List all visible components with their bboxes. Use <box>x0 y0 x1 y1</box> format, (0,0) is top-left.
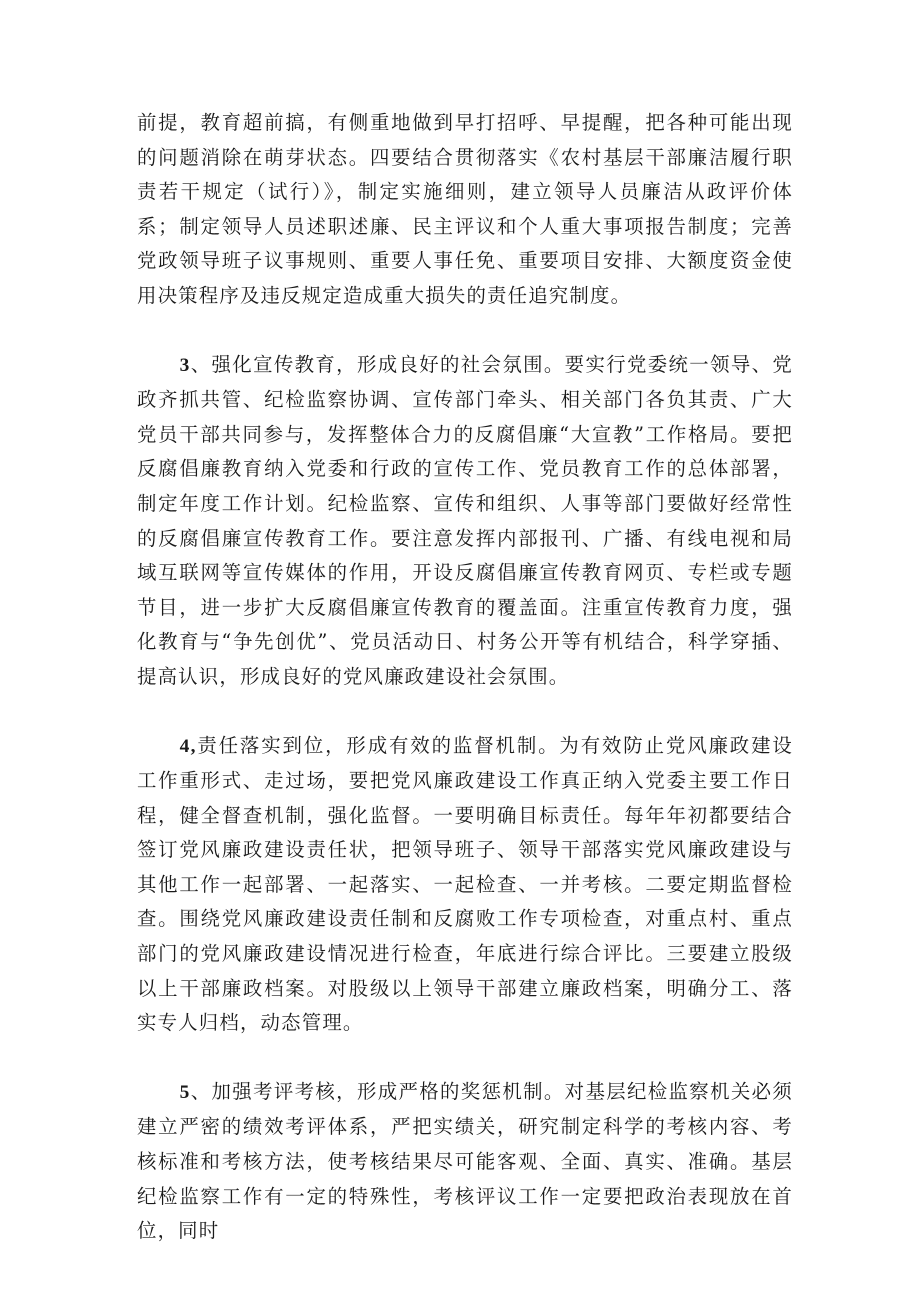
paragraph-text: 前提，教育超前搞，有侧重地做到早打招呼、早提醒，把各种可能出现的问题消除在萌芽状态。四要结合贯彻落实《农村基层干部廉洁履行职责若干规定（试行）》，制定实施细则，建立领导人员廉洁从政评价体系；制定领导人员述职述廉、民主评议和个人重大事项报告制度；完善党政领导班子议事规则、重要人事任免、重要项目安排、大额度资金使用决策程序及违反规定造成重大损失的责任追究制度。 <box>137 111 793 307</box>
paragraph-number: 3 <box>179 354 191 376</box>
paragraph-item-3 <box>137 348 793 695</box>
paragraph-continuation <box>137 106 793 314</box>
paragraph-number: 5 <box>179 1081 191 1103</box>
paragraph-text: 、强化宣传教育，形成良好的社会氛围。要实行党委统一领导、党政齐抓共管、纪检监察协调、宣传部门牵头、相关部门各负其责、广大党员干部共同参与，发挥整体合力的反腐倡廉“大宣教”工作格局。要把反腐倡廉教育纳入党委和行政的宣传工作、党员教育工作的总体部署，制定年度工作计划。纪检监察、宣传和组织、人事等部门要做好经常性的反腐倡廉宣传教育工作。要注意发挥内部报刊、广播、有线电视和局域互联网等宣传媒体的作用，开设反腐倡廉宣传教育网页、专栏或专题节目，进一步扩大反腐倡廉宣传教育的覆盖面。注重宣传教育力度，强化教育与“争先创优”、党员活动日、村务公开等有机结合，科学穿插、提高认识，形成良好的党风廉政建设社会氛围。 <box>137 352 793 688</box>
paragraph-text: 责任落实到位，形成有效的监督机制。为有效防止党风廉政建设工作重形式、走过场，要把党风廉政建设工作真正纳入党委主要工作日程，健全督查机制，强化监督。一要明确目标责任。每年年初都要结合签订党风廉政建设责任状，把领导班子、领导干部落实党风廉政建设与其他工作一起部署、一起落实、一起检查、一并考核。二要定期监督检查。围绕党风廉政建设责任制和反腐败工作专项检查，对重点村、重点部门的党风廉政建设情况进行检查，年底进行综合评比。三要建立股级以上干部廉政档案。对股级以上领导干部建立廉政档案，明确分工、落实专人归档，动态管理。 <box>137 733 793 1035</box>
paragraph-number: 4, <box>179 735 197 757</box>
paragraph-text: 、加强考评考核，形成严格的奖惩机制。对基层纪检监察机关必须建立严密的绩效考评体系，严把实绩关，研究制定科学的考核内容、考核标准和考核方法，使考核结果尽可能客观、全面、真实、准确。基层纪检监察工作有一定的特殊性，考核评议工作一定要把政治表现放在首位，同时 <box>137 1079 793 1243</box>
paragraph-item-5 <box>137 1075 793 1249</box>
paragraph-item-4 <box>137 729 793 1041</box>
document-body <box>137 106 793 1249</box>
